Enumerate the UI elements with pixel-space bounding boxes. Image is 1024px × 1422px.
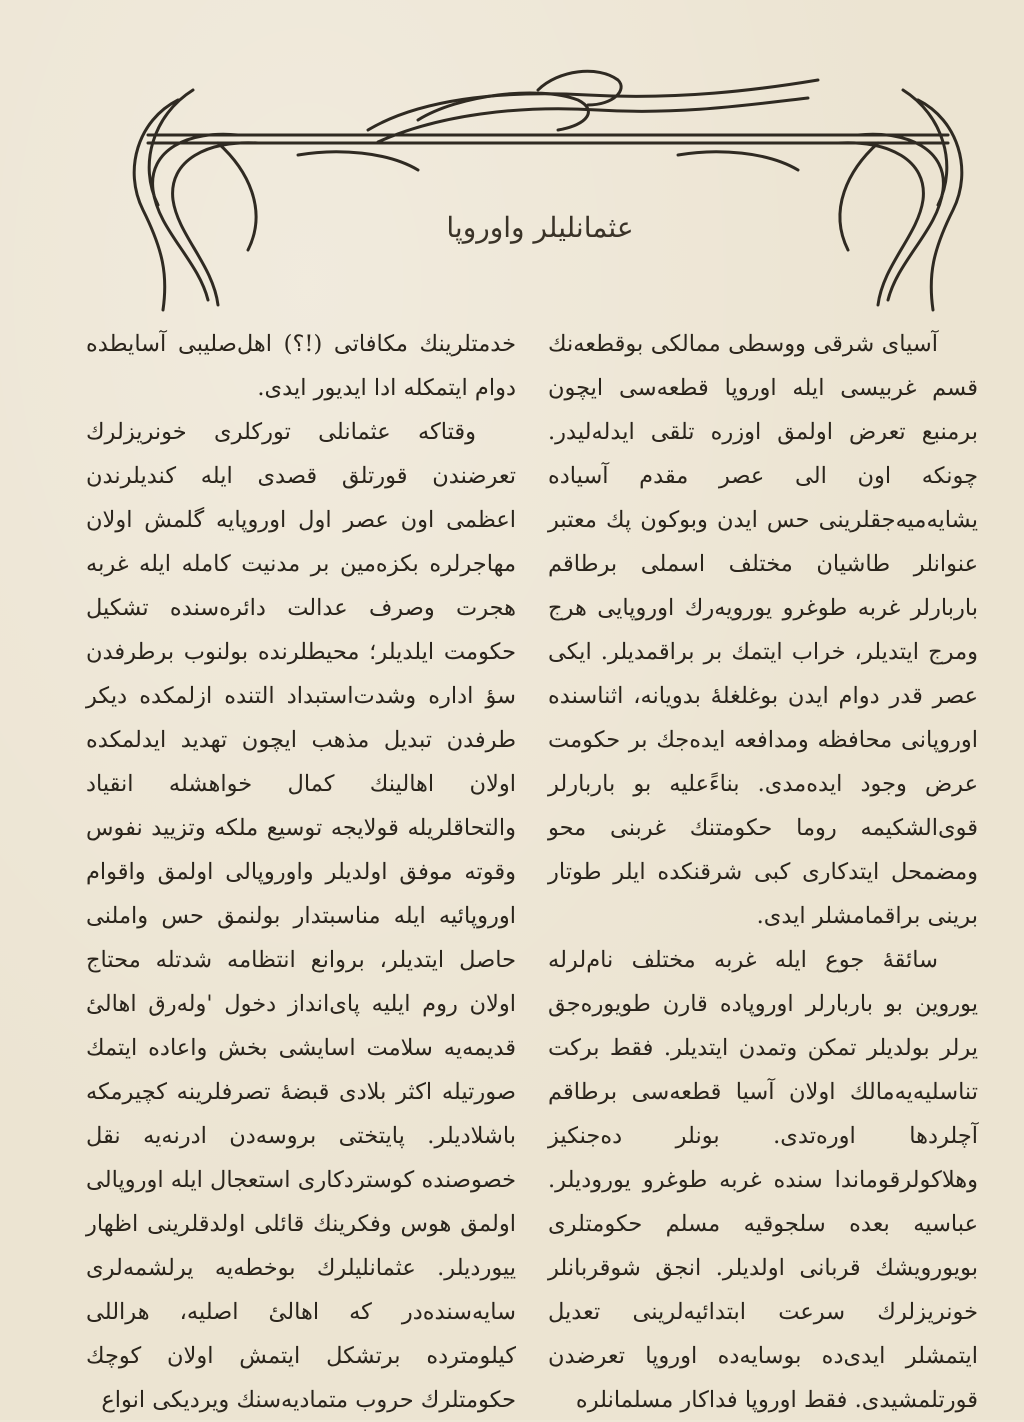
left-paragraph-1: خدمتلرینك مکافاتی (!؟) اهل‌صلیبی آسایطده دوام ایتمکله ادا ایدیور ایدی. — [86, 331, 516, 401]
header-ornament — [118, 60, 978, 320]
header-title: عثمانلیلر واوروپا — [446, 211, 634, 244]
left-column — [86, 322, 516, 1413]
right-paragraph-1: آسیای شرقی ووسطی ممالکی بوقطعه‌نك قسم غربیسی ایله اوروپا قطعه‌سی ایچون برمنبع تعرض اولمق اوزره تلقی ایدله‌لیدر. چونکه اون الی عصر مقدم آسیاده یشایه‌میه‌جقلرینی حس ایدن وبوکون پك معتبر عنوانلر طاشیان مختلف اسملی برطاقم باربارلر غربه طوغرو یورویه‌رك اوروپایی هرج ومرج ایتدیلر، خراب ایتمك بر براقمدیلر. ایکی عصر قدر دوام ایدن بوغلغلهٔ بدویانه، اثناسنده اوروپانی محافظه ومدافعه ایده‌جك بر حکومت عرض وجود ایده‌مدی. بناءًعلیه بو باربارلر قوی‌الشکیمه روما حکومتنك غربنی محو ومضمحل ایتدکاری کبی شرقنکده ایلر طوتار برینی براقمامشلر ایدی. — [548, 331, 978, 929]
left-paragraph-2: وقتاکه عثمانلی تورکلری خونریزلرك تعرضندن قورتلق قصدی ایله کندیلرندن اعظمی اون عصر اول اوروپایه گلمش اولان مهاجرلره بکزه‌مین بر مدنیت کامله ایله غربه هجرت وصرف عدالت دائره‌سنده تشکیل حکومت ایلدیلر؛ محیطلرنده بولنوب برطرفدن سؤ اداره وشدت‌استبداد التنده ازلمکده دیکر طرفدن تبدیل مذهب ایچون تهدید ایدلمکده اولان اهالینك کمال خواهشله انقیاد والتحاقلریله قولایجه توسیع ملکه وتزیید نفوس وقوته موفق اولدیلر واوروپالی اولمق واقوام اوروپائیه ایله مناسبتدار بولنمق حس واملنی حاصل ایتدیلر، بروانع انتظامه شدتله محتاج اولان روم ایلیه پای‌انداز دخول 'وله‌رق اهالیٔ قدیمه‌یه سلامت اسایشی بخش واعاده ایتمك صورتیله اکثر بلادی قبضهٔ تصرفلرینه کچیرمکه باشلادیلر. پایتختی بروسه‌دن ادرنه‌یه نقل خصوصنده کوستردکاری استعجال ایله اوروپالی اولمق هوس وفکرینك قائلی اولدقلرینی اظهار ییوردیلر. عثمانلیلرك بوخطه‌یه یرلشمه‌لری سایه‌سنده‌در که اهالیٔ اصلیه، هراللی کیلومترده برتشکل ایتمش اولان کوچك حکومتلرك حروب متمادیه‌سنك ویردیکی انواع — [86, 419, 516, 1413]
right-paragraph-2: سائقهٔ جوع ایله غربه مختلف نام‌لرله یوروین بو باربارلر اوروپاده قارن طویوره‌جق یرلر بولدیلر تمکن وتمدن ایتدیلر. فقط برکت تناسلیه‌یه‌مالك اولان آسیا قطعه‌سی برطاقم آچلردها اوره‌تدی. بونلر ده‌جنکیز وهلاکولرقوماندا سنده غربه طوغرو یوروديلر. عباسیه بعده سلجوقیه مسلم حکومتلری بویورویشك قربانی اولدیلر. انجق شوقربانلر خونریزلرك سرعت ابتدائیه‌لرینی تعدیل ایتمشلر ایدی‌ده بوسایه‌ده اوروپا تعرضدن قورتلمشیدی. فقط اوروپا فداکار مسلمانلره — [548, 947, 978, 1413]
right-column — [548, 322, 978, 1413]
